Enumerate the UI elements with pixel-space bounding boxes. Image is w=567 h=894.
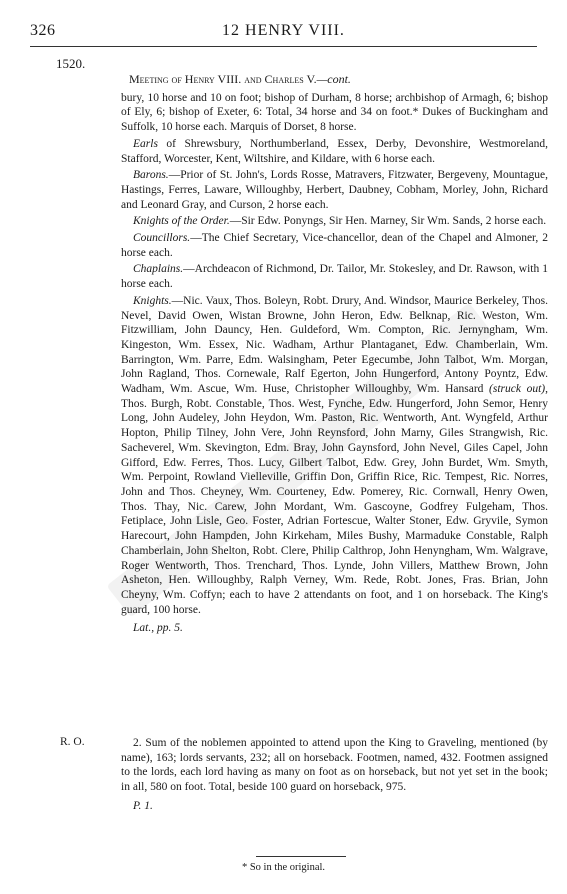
paragraph-barons [121,168,548,212]
running-head: 12 HENRY VIII. [222,22,345,39]
page-number: 326 [30,22,56,39]
text-knights-after: , Thos. Burgh, Robt. Constable, Thos. West, Fynche, Edw. Hungerford, John Semor, Henry Long, John Audeley, John Heydon, Wm. Paston, Ric. Wentworth, Ant. Wyngfeld, Arthur Hopton, Philip Tilney, John Vere, John Reynsford, John Marny, Giles Strangwish, Ric. Sacheverel, Wm. Skevington, Edm. Bray, John Gaynsford, John Nevel, Giles Capel, John Gifford, Edw. Ferres, Thos. Lucy, Gilbert Talbot, Edw. Grey, John Burdet, Wm. Smyth, Wm. Perpoint, Rowland Vielleville, Griffin Don, Griffin Rice, Ric. Tempest, Ric. Norres, John and Thos. Cheyney, Wm. Courteney, Edw. Pomerey, Ric. Cornwall, Henry Owen, Thos. Thay, Nic. Carew, John Mordant, Wm. Gascoyne, Godfrey Fulgeham, Thos. Fetiplace, John Lisle, Geo. Foster, Adrian Fortescue, Walter Stoner, Edw. Gryvile, Symon Harecourt, John Hampden, John Kirkeham, Miles Bushy, Marmaduke Constable, Ralph Chamberlain, John Shelton, Robt. Clere, Philip Calthrop, John Henyngham, Wm. Walgrave, Roger Wentworth, Thos. Trenchard, Thos. Lynde, John Villers, Matthew Brown, John Asheton, Hen. Willoughby, Ralph Verney, Wm. Rede, Robt. Jones, Fras. Brian, John Cheyny, Wm. Coffyn; each to have 2 attendants on foot, and 1 on horseback. The King's guard, 100 horse. [121,383,548,616]
lead-councillors: Councillors. [133,232,191,245]
text-earls: of Shrewsbury, Northumberland, Essex, Derby, Devonshire, Westmoreland, Stafford, Worcester, Kent, Wiltshire, and Kildare, with 6 horse each. [121,137,548,165]
paragraph-continuation: bury, 10 horse and 10 on foot; bishop of Durham, 8 horse; archbishop of Armagh, 6; bishop of Ely, 6; bishop of Exeter, 6: Total, 34 horse and 34 on foot.* Dukes of Buckingham and Suffolk, 10 horse each. Marquis of Dorset, 8 horse. [121,91,548,134]
paragraph-knights-of-order [121,214,548,229]
text-knights-before: —Nic. Vaux, Thos. Boleyn, Robt. Drury, And. Windsor, Maurice Berkeley, Thos. Nevel, David Owen, Wistan Browne, John Heron, Edw. Belknap, Ric. Weston, Wm. Fitzwilliam, John Dauncy, Hen. Guldeford, Wm. Compton, Ric. Jernyngham, Wm. Kingeston, Wm. Essex, Nic. Wadham, Arthur Plantaganet, Edw. Chamberlain, Wm. Barrington, Wm. Parre, Edm. Walsingham, Peter Egecumbe, John Talbot, Wm. Morgan, John Ragland, Thos. Cornewale, Ralf Egerton, John Hungerford, Antony Poyntz, Edw. Wadham, Wm. Ascue, Wm. Huse, Christopher Willoughby, Wm. Hansard [121,294,548,396]
citation-latin [133,621,548,636]
record-office-ref: R. O. [60,736,85,748]
lead-earls: Earls [133,137,158,150]
lead-barons: Barons. [133,169,169,182]
lead-chaplains: Chaplains. [133,263,184,276]
lead-knights-of-order: Knights of the Order. [133,215,230,228]
main-text [121,72,548,638]
citation-p1 [133,799,548,814]
section-title-cont: —cont. [316,72,351,86]
text-knights-of-order: —Sir Edw. Ponyngs, Sir Hen. Marney, Sir Wm. Sands, 2 horse each. [229,215,547,228]
citation-latin-text: Lat., pp. 5. [133,622,183,635]
citation-p1-text: P. 1. [133,799,153,812]
footnote-rule [256,856,346,857]
text-councillors: —The Chief Secretary, Vice-chancellor, dean of the Chapel and Almoner, 2 horse each. [121,232,548,259]
text-chaplains: —Archdeacon of Richmond, Dr. Tailor, Mr. Stokesley, and Dr. Rawson, with 1 horse each. [121,263,548,291]
paragraph-knights [121,294,548,617]
text-barons: —Prior of St. John's, Lords Rosse, Matravers, Fitzwater, Bergeveny, Mountague, Hastings, Ferres, Laware, Willoughby, Herbert, Daubney, Cobham, Morley, John, Richard and Leonard Gray, and Curson, 2 horse each. [121,169,548,211]
paragraph-chaplains [121,262,548,291]
lead-knights: Knights. [133,294,172,307]
header-rule [30,46,537,47]
margin-year: 1520. [56,56,86,71]
section-title-label: Meeting of Henry VIII. and Charles V. [129,72,317,86]
page-header [30,22,537,42]
paragraph-councillors [121,231,548,260]
section-two [121,736,548,814]
section-two-text: 2. Sum of the noblemen appointed to attend upon the King to Graveling, mentioned (by name), 163; lords servants, 232; all on horseback. Footmen, named, 432. Footmen assigned to the lords, each lord having as many on foot as on horseback, but not yet set in the book; in all, 580 on foot. Total, beside 100 guard on horseback, 975. [121,737,548,794]
paragraph-earls [121,137,548,166]
footnote: * So in the original. [241,862,326,873]
section-title [121,72,548,87]
struck-out-note: (struck out) [489,383,546,396]
